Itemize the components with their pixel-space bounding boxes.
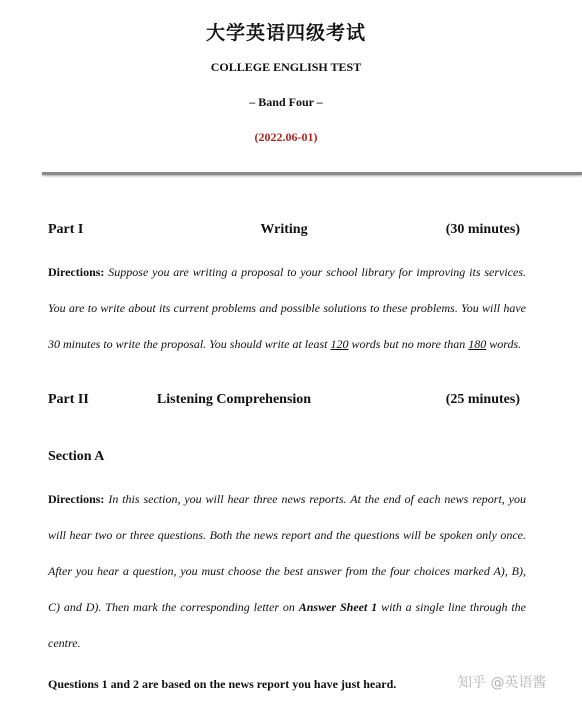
zhihu-watermark: 知乎 @英语酱 bbox=[458, 675, 547, 691]
questions-note: Questions 1 and 2 are based on the news report you have just heard. bbox=[48, 677, 397, 691]
part-1-heading bbox=[48, 222, 520, 242]
directions-text: In this section, you will hear three news reports. At the end of each news report, you will hear two or three questions. Both the news report and the questions will be spoken only once. After you hear a question, you must choose the best answer from the four choices marked A), B), C) and D). Then mark the corresponding letter on bbox=[48, 492, 526, 614]
part-2-name: Listening Comprehension bbox=[156, 392, 312, 407]
directions-text-2: words but no more than bbox=[348, 337, 469, 351]
directions-text-3: words. bbox=[486, 337, 522, 351]
directions-text-2: with a single line through the centre. bbox=[48, 600, 526, 650]
answer-sheet-ref: Answer Sheet 1 bbox=[298, 600, 378, 614]
part-2-directions bbox=[48, 481, 526, 661]
min-words: 120 bbox=[330, 337, 349, 351]
directions-label: Directions: bbox=[48, 492, 105, 506]
max-words: 180 bbox=[468, 337, 487, 351]
part-1-time: (30 minutes) bbox=[445, 222, 520, 237]
part-1-name: Writing bbox=[260, 222, 308, 237]
part-1-directions bbox=[48, 254, 526, 362]
exam-title-english: COLLEGE ENGLISH TEST bbox=[210, 60, 362, 74]
part-2-heading bbox=[48, 392, 520, 412]
part-2-label: Part II bbox=[48, 392, 89, 407]
part-1-label: Part I bbox=[48, 222, 84, 237]
exam-band: – Band Four – bbox=[249, 95, 323, 109]
section-a-heading: Section A bbox=[48, 449, 105, 464]
directions-label: Directions: bbox=[48, 265, 105, 279]
part-2-time: (25 minutes) bbox=[445, 392, 520, 407]
exam-title-chinese: 大学英语四级考试 bbox=[205, 22, 366, 44]
exam-date: (2022.06-01) bbox=[254, 130, 318, 144]
header-divider bbox=[42, 172, 582, 175]
directions-text: Suppose you are writing a proposal to your school library for improving its services. You are to write about its current problems and possible solutions to these problems. You will have 30 minutes to write the proposal. You should write at least bbox=[48, 265, 526, 351]
